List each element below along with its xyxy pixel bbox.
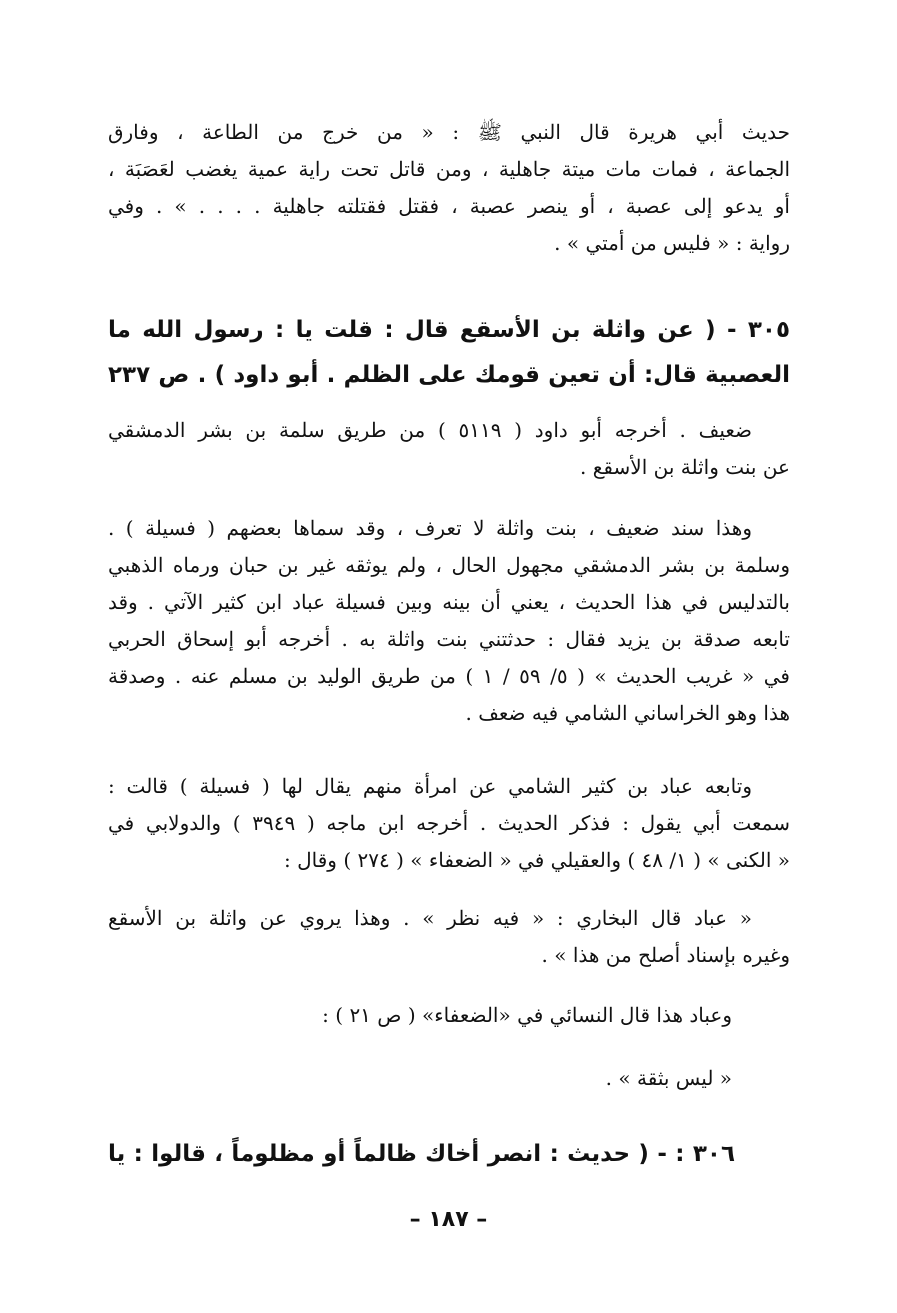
paragraph-nasai-quote	[108, 1060, 790, 1097]
text-line: « الكنى » ( ١/ ٤٨ ) والعقيلي في « الضعفاء » ( ٢٧٤ ) وقال :	[284, 848, 790, 872]
text-line: رواية : « فليس من أمتي » .	[554, 231, 790, 255]
text-line: حديث أبي هريرة قال النبي ﷺ : « من خرج من الطاعة ، وفارق	[108, 120, 790, 144]
text-line: في « غريب الحديث » ( ٥/ ٥٩ / ١ ) من طريق الوليد بن مسلم عنه . وصدقة	[108, 664, 790, 688]
text-line: وتابعه عباد بن كثير الشامي عن امرأة منهم يقال لها ( فسيلة ) قالت :	[108, 774, 752, 798]
text-line: هذا وهو الخراساني الشامي فيه ضعف .	[465, 701, 790, 725]
text-line: سمعت أبي يقول : فذكر الحديث . أخرجه ابن ماجه ( ٣٩٤٩ ) والدولابي في	[108, 811, 790, 835]
text-line: « عباد قال البخاري : « فيه نظر » . وهذا يروي عن واثلة بن الأسقع	[108, 906, 752, 930]
heading-line: العصبية قال: أن تعين قومك على الظلم . أبو داود ) . ص ٢٣٧	[108, 362, 790, 388]
text-line: وغيره بإسناد أصلح من هذا » .	[541, 943, 790, 967]
text-line: الجماعة ، فمات مات ميتة جاهلية ، ومن قاتل تحت راية عمية يغضب لعَصَبَة ،	[108, 157, 790, 181]
text-line: وسلمة بن بشر الدمشقي مجهول الحال ، ولم يوثقه غير بن حبان ورماه الذهبي	[108, 553, 790, 577]
heading-line: ٣٠٥ - ( عن واثلة بن الأسقع قال : قلت يا : رسول الله ما	[108, 317, 790, 343]
paragraph-grading	[108, 412, 790, 486]
text-line: تابعه صدقة بن يزيد فقال : حدثتني بنت واثلة به . أخرجه أبو إسحاق الحربي	[108, 627, 790, 651]
text-line: « ليس بثقة » .	[605, 1066, 732, 1090]
heading-line: ٣٠٦ : - ( حديث : انصر أخاك ظالماً أو مظلوماً ، قالوا : يا	[108, 1141, 735, 1167]
paragraph-nasai	[108, 997, 790, 1034]
hadith-305-heading	[108, 308, 790, 398]
paragraph-bukhari-quote	[108, 900, 790, 974]
text-line: ضعيف . أخرجه أبو داود ( ٥١١٩ ) من طريق سلمة بن بشر الدمشقي	[108, 418, 752, 442]
paragraph-chain-analysis	[108, 510, 790, 732]
text-line: وعباد هذا قال النسائي في «الضعفاء» ( ص ٢١ ) :	[322, 1003, 732, 1027]
hadith-306-heading	[108, 1132, 790, 1177]
text-line: بالتدليس في هذا الحديث ، يعني أن بينه وبين فسيلة عباد ابن كثير الآتي . وقد	[108, 590, 790, 614]
text-line: أو يدعو إلى عصبة ، أو ينصر عصبة ، فقتل فقتلته جاهلية . . . . » . وفي	[108, 194, 790, 218]
text-line: وهذا سند ضعيف ، بنت واثلة لا تعرف ، وقد سماها بعضهم ( فسيلة ) .	[108, 516, 752, 540]
page-number: – ١٨٧ –	[409, 1207, 488, 1232]
text-line: عن بنت واثلة بن الأسقع .	[580, 455, 790, 479]
paragraph-abbad-ibn-kathir	[108, 768, 790, 879]
paragraph-hadith-abu-hurayra	[108, 114, 790, 262]
